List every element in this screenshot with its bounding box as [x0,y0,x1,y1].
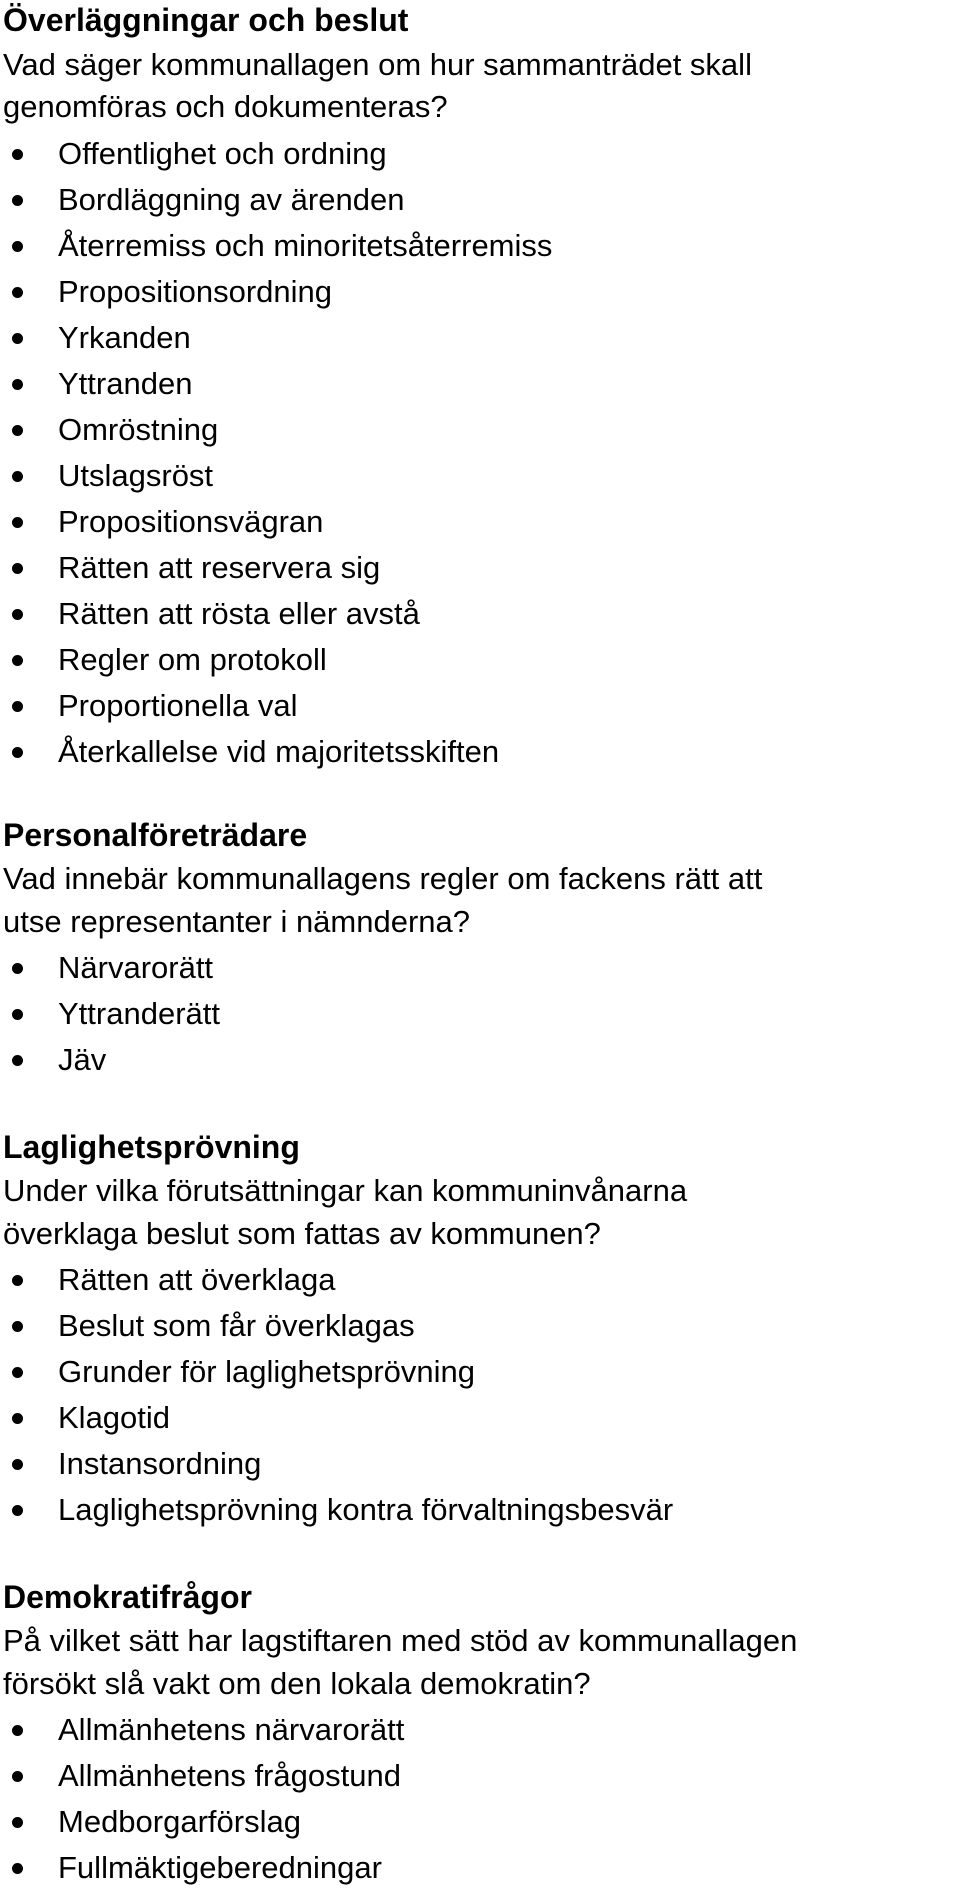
list-item: Grunder för laglighetsprövning [0,1349,960,1395]
bullet-icon [12,701,23,712]
list-item: Jäv [0,1037,960,1083]
list-item: Allmänhetens närvarorätt [0,1707,960,1753]
bullet-icon [12,1817,23,1828]
section-heading: Demokratifrågor [3,1579,252,1615]
bullet-icon [12,1863,23,1874]
bullet-icon [12,1771,23,1782]
list-item: Yttranden [0,361,960,407]
list-item: Offentlighet och ordning [0,131,960,177]
bullet-icon [12,747,23,758]
bullet-icon [12,379,23,390]
list-item: Bordläggning av ärenden [0,177,960,223]
list-item: Rätten att reservera sig [0,545,960,591]
section-question-line-2: utse representanter i nämnderna? [3,904,471,939]
bullet-icon [12,563,23,574]
bullet-icon [12,1275,23,1286]
list-item: Fullmäktigeberedningar [0,1845,960,1891]
list-item: Allmänhetens frågostund [0,1753,960,1799]
list-item: Återremiss och minoritetsåterremiss [0,223,960,269]
bullet-icon [12,1055,23,1066]
section-heading: Personalföreträdare [3,817,308,853]
section-question-line-2: genomföras och dokumenteras? [3,89,448,124]
bullet-icon [12,1321,23,1332]
section-question-line-1: Vad säger kommunallagen om hur sammanträdet skall [3,47,752,82]
bullet-icon [12,195,23,206]
bullet-icon [12,1413,23,1424]
bullet-icon [12,471,23,482]
list-item: Yttranderätt [0,991,960,1037]
section-question-line-1: På vilket sätt har lagstiftaren med stöd av kommunallagen [3,1623,798,1658]
bullet-icon [12,1725,23,1736]
bullet-icon [12,149,23,160]
list-item: Proportionella val [0,683,960,729]
list-item: Beslut som får överklagas [0,1303,960,1349]
bullet-icon [12,287,23,298]
list-item: Medborgarförslag [0,1799,960,1845]
section-question-line-1: Under vilka förutsättningar kan kommuninvånarna [3,1173,688,1208]
list-item: Rätten att överklaga [0,1257,960,1303]
section-question-line-2: försökt slå vakt om den lokala demokratin? [3,1666,591,1701]
list-item: Omröstning [0,407,960,453]
section-question-line-2: överklaga beslut som fattas av kommunen? [3,1216,601,1251]
list-item: Rätten att rösta eller avstå [0,591,960,637]
list-item: Återkallelse vid majoritetsskiften [0,729,960,775]
bullet-icon [12,241,23,252]
list-item: Propositionsordning [0,269,960,315]
bullet-icon [12,333,23,344]
list-item: Regler om protokoll [0,637,960,683]
list-item: Närvarorätt [0,945,960,991]
section-question-line-1: Vad innebär kommunallagens regler om fackens rätt att [3,861,763,896]
bullet-icon [12,609,23,620]
bullet-icon [12,963,23,974]
list-item: Instansordning [0,1441,960,1487]
section-heading: Överläggningar och beslut [3,2,409,38]
bullet-icon [12,517,23,528]
bullet-icon [12,425,23,436]
bullet-icon [12,1009,23,1020]
bullet-icon [12,1459,23,1470]
list-item: Propositionsvägran [0,499,960,545]
bullet-icon [12,1367,23,1378]
list-item: Laglighetsprövning kontra förvaltningsbesvär [0,1487,960,1533]
section-heading: Laglighetsprövning [3,1129,300,1165]
list-item: Utslagsröst [0,453,960,499]
list-item: Klagotid [0,1395,960,1441]
list-item: Yrkanden [0,315,960,361]
bullet-icon [12,655,23,666]
bullet-icon [12,1505,23,1516]
